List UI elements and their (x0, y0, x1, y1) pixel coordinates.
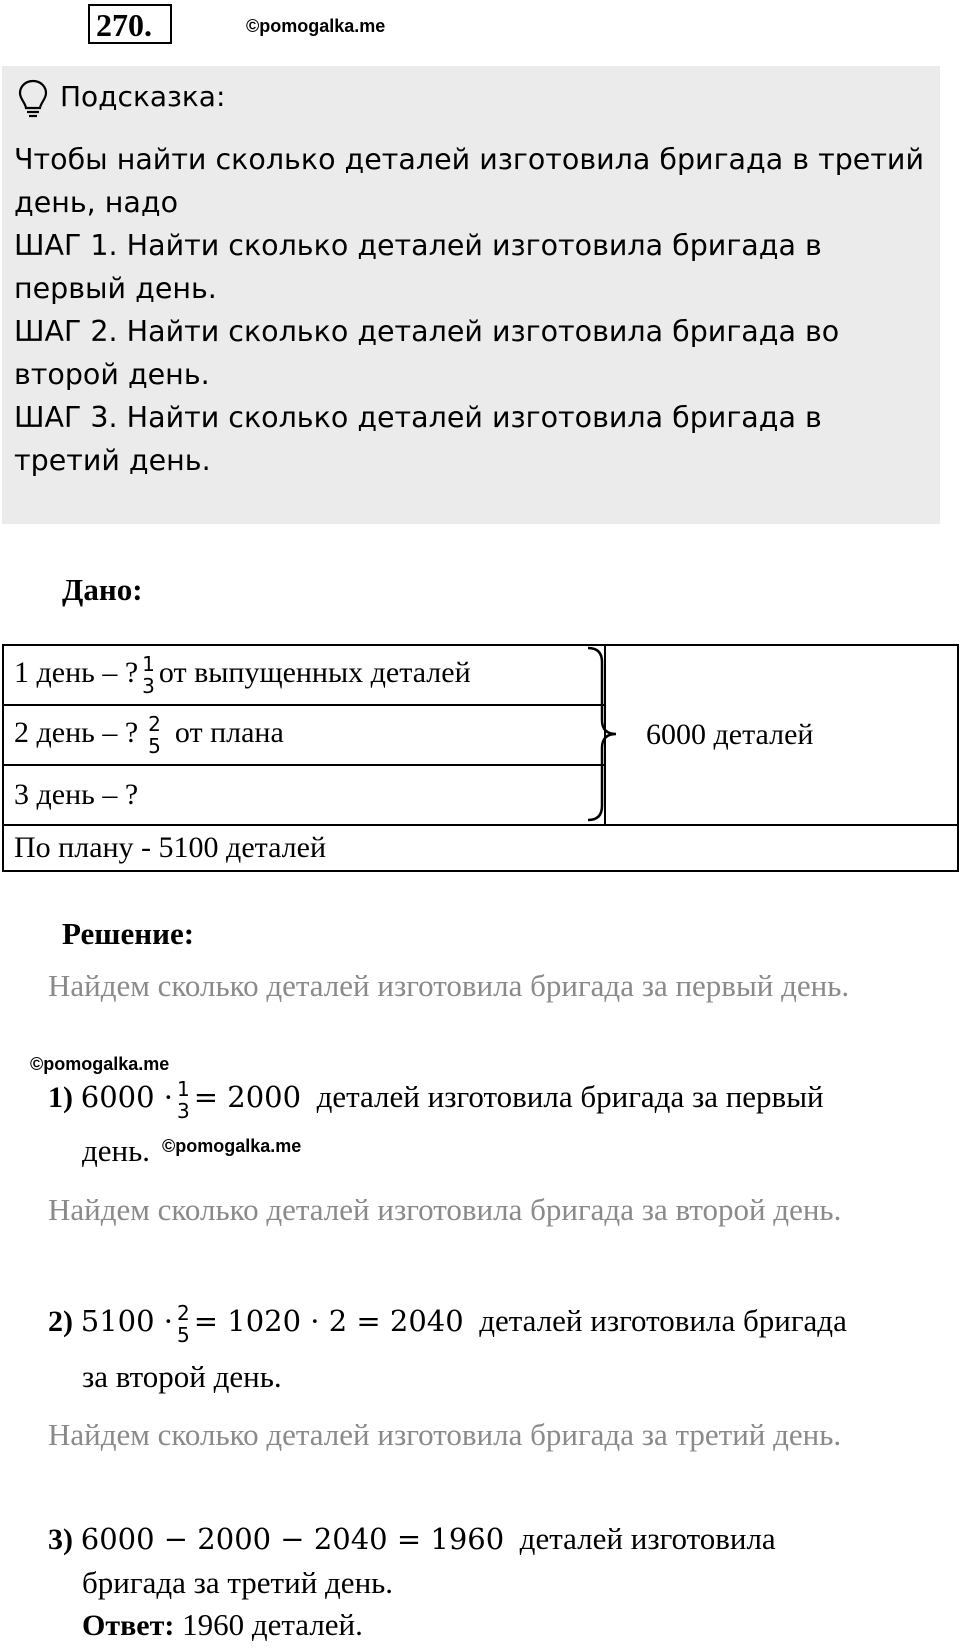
step-text: деталей изготовила бригада за первый (316, 1079, 824, 1114)
watermark: ©pomogalka.me (162, 1136, 302, 1156)
step-number: 1) (48, 1081, 73, 1114)
fraction-denominator: 5 (177, 1322, 190, 1347)
hint-step (14, 310, 936, 396)
curly-brace-icon (584, 642, 624, 826)
given-plan-text: По плану - 5100 деталей (14, 831, 327, 864)
hint-step-text: Найти сколько деталей изготовила бригада во второй день. (14, 315, 840, 391)
given-row-text: от выпущенных деталей (158, 655, 471, 689)
step-text: деталей изготовила (519, 1521, 776, 1556)
solution-step-2-cont (82, 1352, 282, 1402)
given-row-label: 3 день – ? (14, 778, 139, 811)
fraction-numerator: 2 (177, 1300, 190, 1325)
answer-unit: деталей. (251, 1607, 363, 1642)
given-row-day3 (3, 765, 605, 825)
given-plan (3, 825, 958, 871)
step-expression: = 1020 · 2 = 2040 (193, 1304, 464, 1338)
problem-number: 270. (88, 4, 172, 44)
given-row-text: от плана (174, 715, 284, 749)
fraction-numerator: 2 (148, 712, 161, 736)
fraction-denominator: 5 (148, 734, 161, 758)
hint-step-text: Найти сколько деталей изготовила бригада в третий день. (14, 401, 822, 477)
fraction-numerator: 1 (142, 652, 155, 676)
given-total: 6000 деталей (646, 718, 814, 751)
fraction-denominator: 3 (142, 674, 155, 698)
fraction (177, 1078, 190, 1122)
hint-intro: Чтобы найти сколько деталей изготовила бригада в третий день, надо (14, 143, 924, 219)
solution-intro: Найдем сколько деталей изготовила бригада за второй день. (48, 1192, 842, 1227)
fraction-numerator: 1 (177, 1076, 190, 1101)
solution-title: Решение: (62, 916, 195, 951)
hint-body (14, 138, 936, 482)
answer-label: Ответ: (82, 1609, 175, 1642)
answer-value: 1960 (182, 1607, 245, 1642)
given-total-cell (605, 645, 958, 825)
solution-intro: Найдем сколько деталей изготовила бригада за первый день. (48, 968, 850, 1003)
solution-step-1 (48, 1072, 824, 1123)
hint-step-label: ШАГ 2. (14, 315, 118, 348)
step-expression: 6000 · (80, 1080, 173, 1114)
lightbulb-icon (16, 78, 50, 118)
watermark: ©pomogalka.me (246, 16, 386, 36)
given-row-day1 (3, 645, 605, 705)
step-number: 3) (48, 1523, 73, 1556)
fraction-denominator: 3 (177, 1098, 190, 1123)
hint-step-label: ШАГ 3. (14, 401, 118, 434)
step-expression: 5100 · (80, 1304, 173, 1338)
hint-box (2, 66, 940, 524)
fraction (177, 1302, 190, 1346)
hint-title: Подсказка: (60, 80, 226, 113)
step-text: день. (82, 1133, 151, 1168)
hint-step-text: Найти сколько деталей изготовила бригада в первый день. (14, 229, 822, 305)
hint-step-label: ШАГ 1. (14, 229, 118, 262)
watermark: ©pomogalka.me (30, 1054, 170, 1074)
step-expression: 6000 − 2000 − 2040 = 1960 (80, 1522, 505, 1556)
solution-step-2 (48, 1296, 847, 1347)
step-text: бригада за третий день. (82, 1565, 394, 1600)
given-table (2, 644, 959, 872)
fraction (148, 713, 161, 757)
given-title: Дано: (62, 572, 143, 607)
solution-intro: Найдем сколько деталей изготовила бригада за третий день. (48, 1417, 842, 1452)
given-row-label: 1 день – ? (14, 655, 139, 689)
solution-step-1-cont (82, 1126, 150, 1176)
answer (82, 1600, 363, 1651)
step-text: деталей изготовила бригада (479, 1303, 847, 1338)
step-number: 2) (48, 1305, 73, 1338)
given-row-label: 2 день – ? (14, 715, 139, 749)
step-expression: = 2000 (193, 1080, 302, 1114)
step-text: за второй день. (82, 1359, 282, 1394)
hint-step (14, 396, 936, 482)
given-row-day2 (3, 705, 605, 765)
fraction (142, 653, 155, 697)
hint-step (14, 224, 936, 310)
